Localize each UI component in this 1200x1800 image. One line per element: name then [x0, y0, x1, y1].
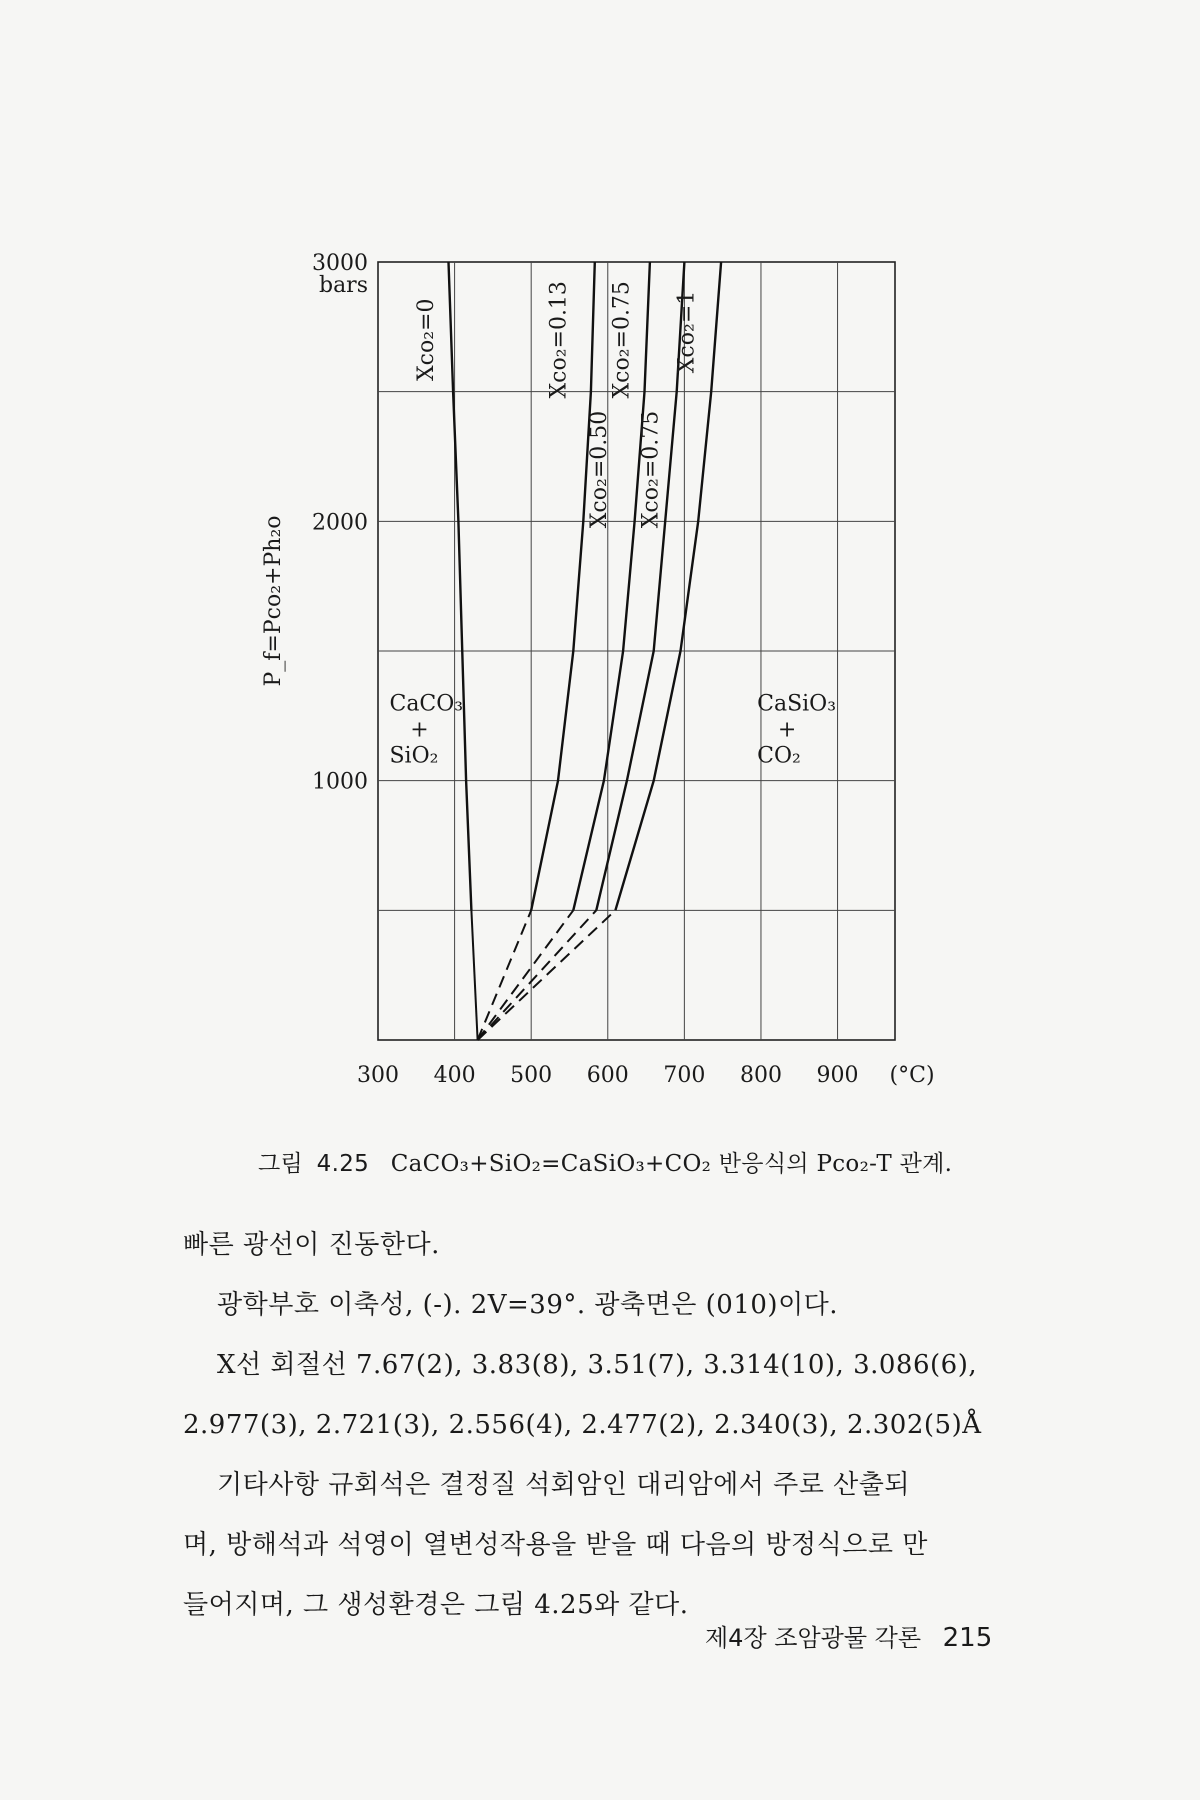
y-axis-unit: bars [318, 273, 368, 298]
chart-labels [261, 251, 935, 1088]
curve-line [478, 910, 532, 1040]
paragraph-line: 며, 방해석과 석영이 열변성작용을 받을 때 다음의 방정식으로 만 [183, 1530, 928, 1560]
x-tick-label: 600 [586, 1063, 629, 1088]
curve-line [478, 910, 597, 1040]
paragraph-line: X선 회절선 7.67(2), 3.83(8), 3.51(7), 3.314(10), 3.086(6), [217, 1350, 978, 1380]
y-tick-label: 2000 [312, 510, 368, 536]
paragraph-line: 기타사항 규회석은 결정질 석회암인 대리암에서 주로 산출되 [217, 1470, 910, 1500]
x-tick-label: 300 [357, 1063, 399, 1088]
caption-number: 4.25 [316, 1151, 370, 1177]
caption-text: CaCO₃+SiO₂=CaSiO₃+CO₂ 반응식의 Pco₂-T 관계. [390, 1151, 953, 1177]
curve-line [471, 910, 477, 1040]
x-axis-unit: (°C) [889, 1063, 935, 1088]
curve-line [478, 910, 574, 1040]
y-tick-label: 3000 [312, 251, 368, 276]
page-footer [705, 1618, 992, 1653]
curve-label: Xco₂=0.75 [638, 410, 664, 529]
y-tick-label: 1000 [312, 769, 368, 795]
curve-line [478, 910, 616, 1040]
chapter-title: 제4장 조암광물 각론 [705, 1624, 921, 1652]
curve-label: Xco₂=0.13 [546, 281, 572, 399]
x-tick-label: 400 [433, 1063, 476, 1088]
x-tick-label: 900 [816, 1063, 859, 1088]
x-tick-label: 500 [510, 1063, 553, 1088]
paragraph-line: 2.977(3), 2.721(3), 2.556(4), 2.477(2), 2.340(3), 2.302(5)Å [183, 1410, 982, 1440]
curve-label: Xco₂=0 [414, 298, 440, 382]
region-label-right: CO₂ [757, 743, 801, 769]
curve-label: Xco₂=0.50 [587, 410, 613, 529]
region-label-left: + [410, 717, 429, 743]
curve-line [449, 262, 472, 910]
curve-label: Xco₂=1 [674, 290, 700, 374]
page-number: 215 [942, 1623, 993, 1653]
region-label-right: CaSiO₃ [757, 691, 837, 717]
region-label-left: CaCO₃ [389, 691, 464, 717]
paragraph-line: 빠른 광선이 진동한다. [183, 1230, 440, 1260]
body-paragraph [183, 1215, 1063, 1635]
region-label-right: + [777, 717, 797, 743]
paragraph-line: 들어지며, 그 생성환경은 그림 4.25와 같다. [183, 1590, 689, 1620]
figure-caption [258, 1145, 952, 1178]
x-tick-label: 700 [663, 1063, 706, 1088]
region-label-left: SiO₂ [389, 743, 439, 769]
x-tick-label: 800 [739, 1063, 782, 1088]
caption-prefix: 그림 [258, 1151, 304, 1177]
paragraph-line: 광학부호 이축성, (-). 2V=39°. 광축면은 (010)이다. [217, 1290, 839, 1320]
chart-grid [378, 262, 895, 1040]
curve-label: Xco₂=0.75 [609, 281, 635, 399]
y-axis-label: P_f=Pco₂+Ph₂o [261, 515, 286, 687]
